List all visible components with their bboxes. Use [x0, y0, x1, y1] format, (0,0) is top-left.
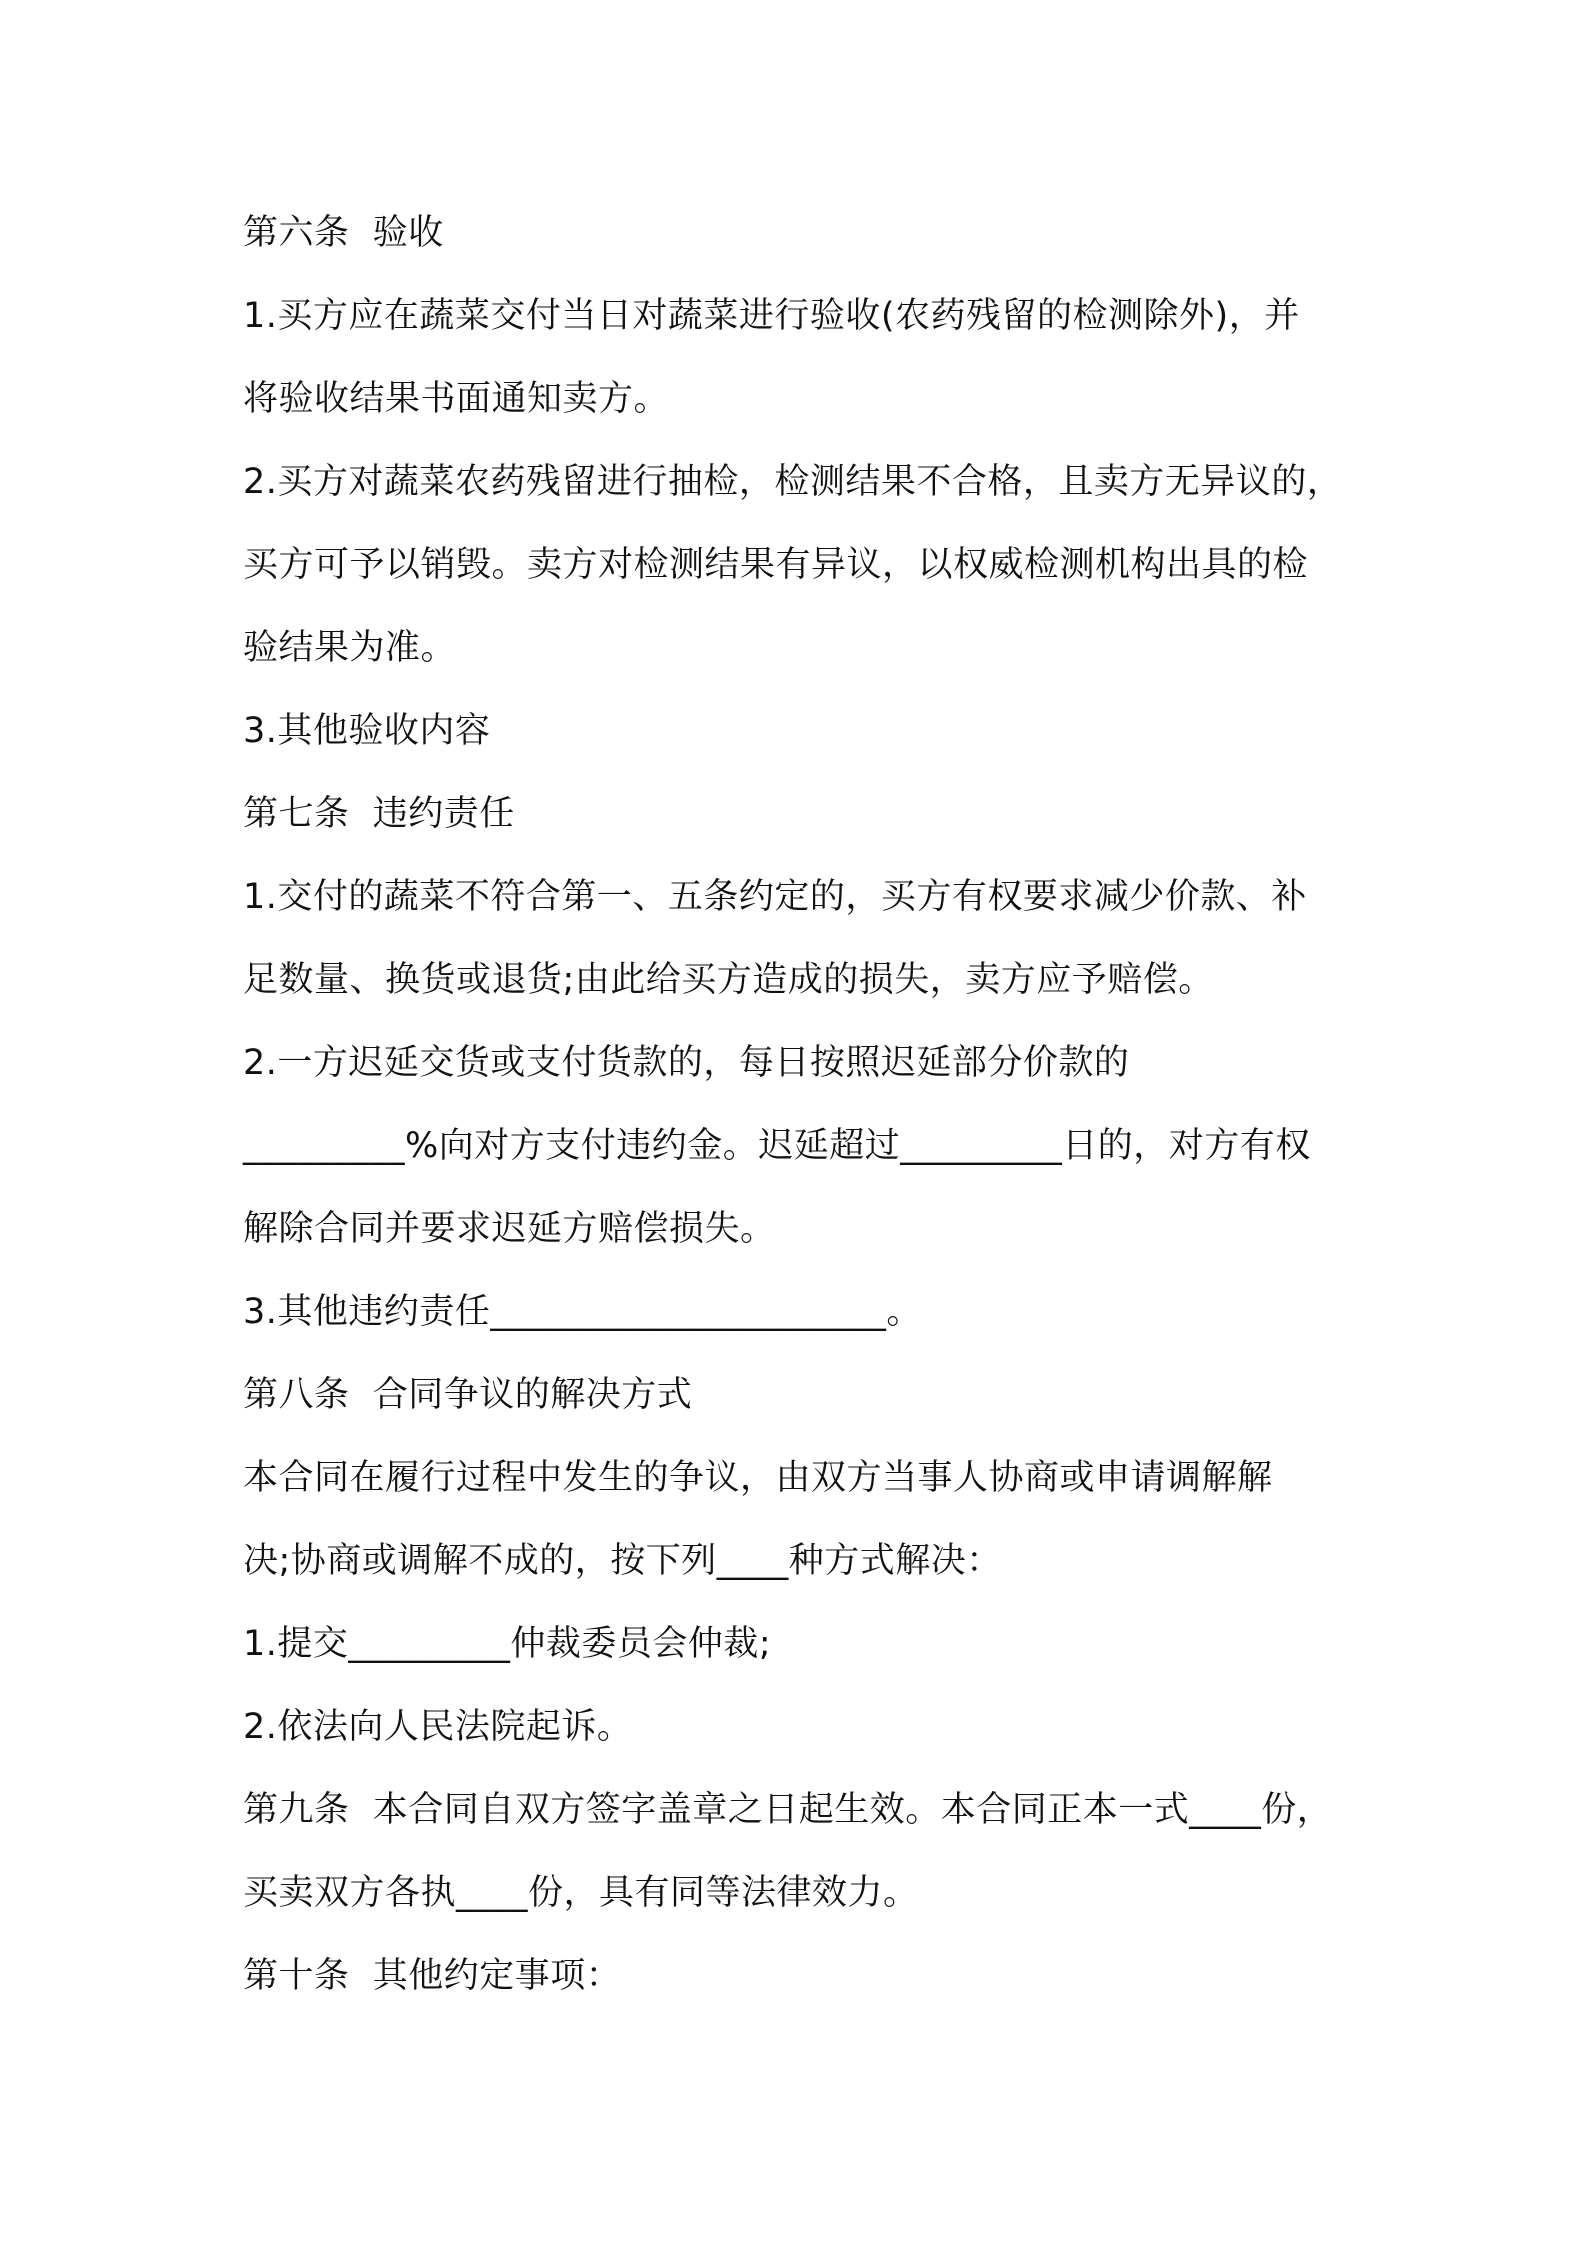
article-8-option-1: 1.提交_________仲裁委员会仲裁; [243, 1624, 772, 1664]
article-8-heading: 第八条 合同争议的解决方式 [243, 1375, 693, 1415]
article-7-clause-1: 1.交付的蔬菜不符合第一、五条约定的，买方有权要求减少价款、补 [243, 877, 1307, 917]
article-7-clause-1-cont: 足数量、换货或退货;由此给买方造成的损失，卖方应予赔偿。 [243, 960, 1214, 1000]
article-6-clause-2: 2.买方对蔬菜农药残留进行抽检，检测结果不合格，且卖方无异议的， [243, 462, 1343, 502]
article-7-clause-2-cont: _________%向对方支付违约金。迟延超过_________日的，对方有权 [243, 1126, 1311, 1166]
article-6-clause-3: 3.其他验收内容 [243, 711, 491, 751]
article-7-clause-3: 3.其他违约责任______________________。 [243, 1292, 922, 1332]
article-6-clause-1-cont: 将验收结果书面通知卖方。 [243, 379, 670, 419]
article-9-body-cont: 买卖双方各执____份，具有同等法律效力。 [243, 1873, 919, 1913]
article-8-body: 本合同在履行过程中发生的争议，由双方当事人协商或申请调解解 [243, 1458, 1273, 1498]
article-7-clause-2: 2.一方迟延交货或支付货款的，每日按照迟延部分价款的 [243, 1043, 1130, 1083]
article-10-heading: 第十条 其他约定事项： [243, 1956, 622, 1996]
article-7-heading: 第七条 违约责任 [243, 794, 515, 834]
article-6-heading: 第六条 验收 [243, 213, 444, 253]
article-8-body-cont: 决;协商或调解不成的，按下列____种方式解决： [243, 1541, 1002, 1581]
article-8-option-2: 2.依法向人民法院起诉。 [243, 1707, 633, 1747]
article-6-clause-2-cont-2: 验结果为准。 [243, 628, 457, 668]
article-7-clause-2-cont-2: 解除合同并要求迟延方赔偿损失。 [243, 1209, 776, 1249]
article-6-clause-2-cont: 买方可予以销毁。卖方对检测结果有异议，以权威检测机构出具的检 [243, 545, 1309, 585]
contract-text [243, 192, 1383, 2018]
article-6-clause-1: 1.买方应在蔬菜交付当日对蔬菜进行验收(农药残留的检测除外)，并 [243, 296, 1300, 336]
article-9-heading: 第九条 本合同自双方签字盖章之日起生效。本合同正本一式____份， [243, 1790, 1333, 1830]
